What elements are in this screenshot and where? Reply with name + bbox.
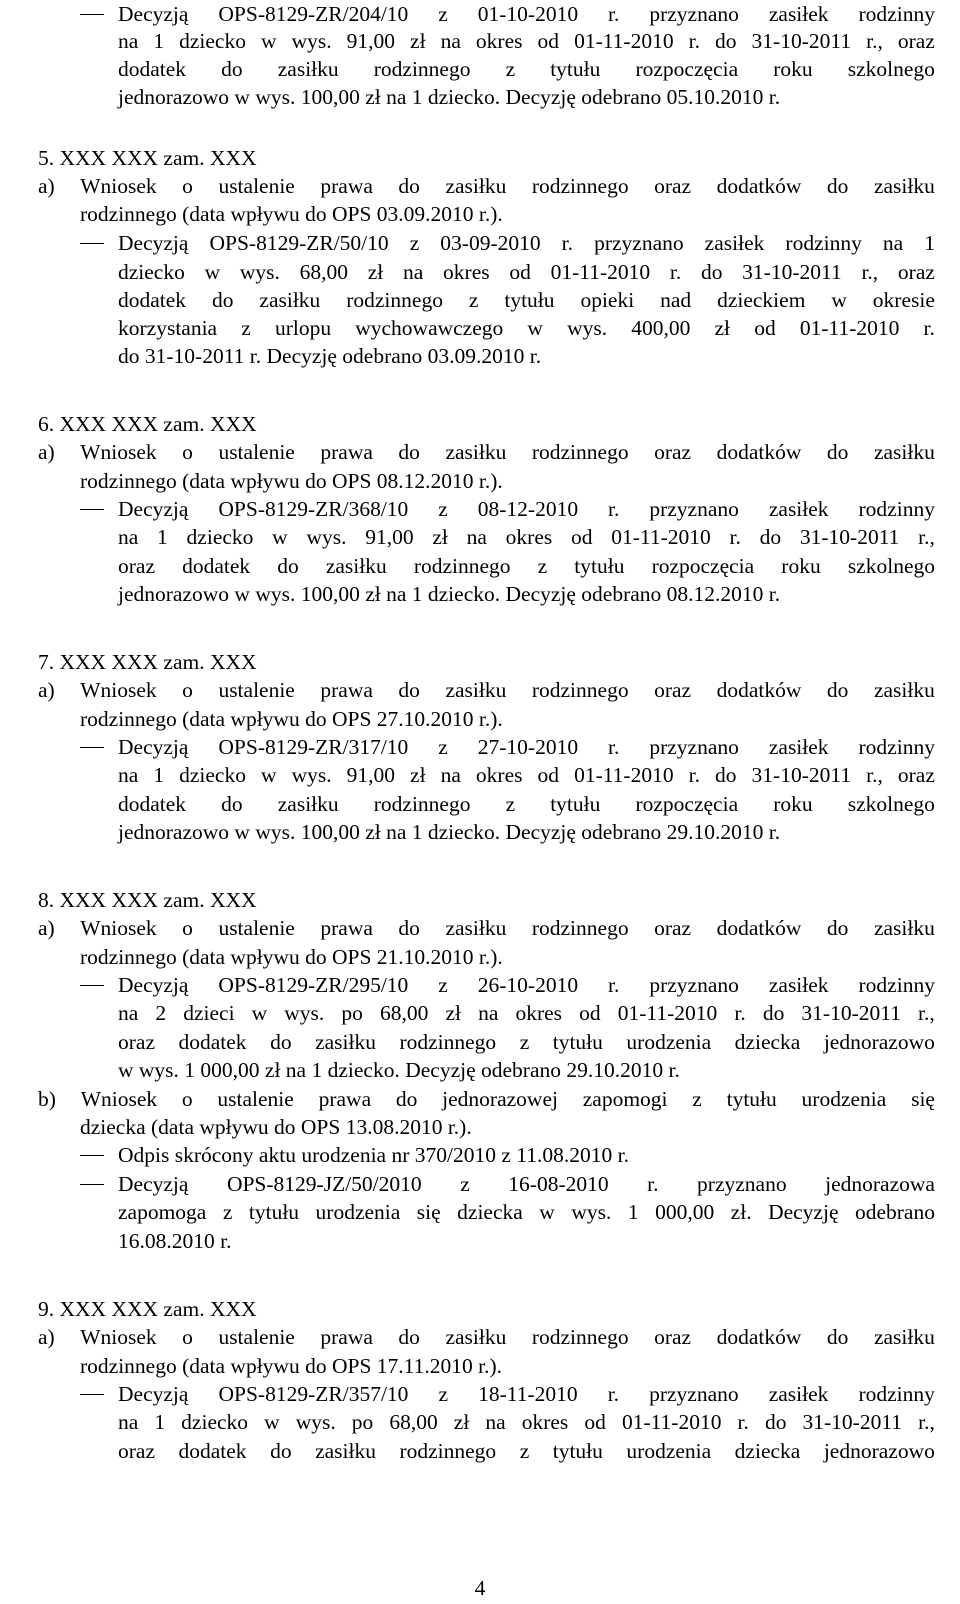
text-line: oraz dodatek do zasiłku rodzinnego z tytułu urodzenia dziecka jednorazowo — [118, 1439, 935, 1463]
text-line: dziecko w wys. 68,00 zł na okres od 01-11-2010 r. do 31-10-2011 r., oraz — [118, 260, 935, 284]
list-dash — [80, 509, 104, 510]
text-line: 7. XXX XXX zam. XXX — [38, 650, 257, 674]
text-line: do 31-10-2011 r. Decyzję odebrano 03.09.2010 r. — [118, 344, 542, 368]
text-line: a) Wniosek o ustalenie prawa do zasiłku rodzinnego oraz dodatków do zasiłku — [38, 174, 935, 198]
text-line: a) Wniosek o ustalenie prawa do zasiłku rodzinnego oraz dodatków do zasiłku — [38, 678, 935, 702]
page-number: 4 — [474, 1576, 486, 1600]
text-line: jednorazowo w wys. 100,00 zł na 1 dziecko. Decyzję odebrano 08.12.2010 r. — [118, 582, 781, 606]
list-dash — [80, 14, 104, 15]
list-dash — [80, 1155, 104, 1156]
text-line: 6. XXX XXX zam. XXX — [38, 412, 257, 436]
text-line: na 1 dziecko w wys. po 68,00 zł na okres od 01-11-2010 r. do 31-10-2011 r., — [118, 1410, 935, 1434]
text-line: rodzinnego (data wpływu do OPS 27.10.2010 r.). — [80, 707, 503, 731]
text-line: na 1 dziecko w wys. 91,00 zł na okres od 01-11-2010 r. do 31-10-2011 r., — [118, 525, 935, 549]
text-line: dodatek do zasiłku rodzinnego z tytułu rozpoczęcia roku szkolnego — [118, 792, 935, 816]
text-line: Decyzją OPS-8129-ZR/368/10 z 08-12-2010 r. przyznano zasiłek rodzinny — [118, 497, 935, 521]
list-dash — [80, 1394, 104, 1395]
text-line: na 1 dziecko w wys. 91,00 zł na okres od 01-11-2010 r. do 31-10-2011 r., oraz — [118, 29, 935, 53]
text-line: zapomoga z tytułu urodzenia się dziecka w wys. 1 000,00 zł. Decyzję odebrano — [118, 1200, 935, 1224]
text-line: Decyzją OPS-8129-ZR/204/10 z 01-10-2010 r. przyznano zasiłek rodzinny — [118, 2, 935, 26]
text-line: dodatek do zasiłku rodzinnego z tytułu rozpoczęcia roku szkolnego — [118, 57, 935, 81]
text-line: korzystania z urlopu wychowawczego w wys. 400,00 zł od 01-11-2010 r. — [118, 316, 935, 340]
text-line: Decyzją OPS-8129-ZR/317/10 z 27-10-2010 r. przyznano zasiłek rodzinny — [118, 735, 935, 759]
text-line: Decyzją OPS-8129-ZR/50/10 z 03-09-2010 r. przyznano zasiłek rodzinny na 1 — [118, 231, 935, 255]
text-line: dodatek do zasiłku rodzinnego z tytułu opieki nad dzieckiem w okresie — [118, 288, 935, 312]
text-line: rodzinnego (data wpływu do OPS 08.12.2010 r.). — [80, 469, 503, 493]
text-line: Decyzją OPS-8129-ZR/295/10 z 26-10-2010 r. przyznano zasiłek rodzinny — [118, 973, 935, 997]
text-line: 8. XXX XXX zam. XXX — [38, 888, 257, 912]
text-line: b) Wniosek o ustalenie prawa do jednorazowej zapomogi z tytułu urodzenia się — [38, 1087, 935, 1111]
text-line: rodzinnego (data wpływu do OPS 03.09.2010 r.). — [80, 202, 503, 226]
list-dash — [80, 985, 104, 986]
list-dash — [80, 243, 104, 244]
list-dash — [80, 1184, 104, 1185]
text-line: oraz dodatek do zasiłku rodzinnego z tytułu urodzenia dziecka jednorazowo — [118, 1030, 935, 1054]
text-line: dziecka (data wpływu do OPS 13.08.2010 r.). — [80, 1115, 472, 1139]
text-line: Decyzją OPS-8129-ZR/357/10 z 18-11-2010 r. przyznano zasiłek rodzinny — [118, 1382, 935, 1406]
text-line: na 1 dziecko w wys. 91,00 zł na okres od 01-11-2010 r. do 31-10-2011 r., oraz — [118, 763, 935, 787]
text-line: rodzinnego (data wpływu do OPS 21.10.2010 r.). — [80, 945, 503, 969]
text-line: oraz dodatek do zasiłku rodzinnego z tytułu rozpoczęcia roku szkolnego — [118, 554, 935, 578]
list-dash — [80, 747, 104, 748]
text-line: 9. XXX XXX zam. XXX — [38, 1297, 257, 1321]
text-line: a) Wniosek o ustalenie prawa do zasiłku rodzinnego oraz dodatków do zasiłku — [38, 1325, 935, 1349]
text-line: w wys. 1 000,00 zł na 1 dziecko. Decyzję odebrano 29.10.2010 r. — [118, 1058, 680, 1082]
text-line: a) Wniosek o ustalenie prawa do zasiłku rodzinnego oraz dodatków do zasiłku — [38, 916, 935, 940]
text-line: Decyzją OPS-8129-JZ/50/2010 z 16-08-2010 r. przyznano jednorazowa — [118, 1172, 935, 1196]
text-line: 5. XXX XXX zam. XXX — [38, 146, 257, 170]
text-line: rodzinnego (data wpływu do OPS 17.11.2010 r.). — [80, 1354, 502, 1378]
text-line: jednorazowo w wys. 100,00 zł na 1 dziecko. Decyzję odebrano 29.10.2010 r. — [118, 820, 781, 844]
text-line: na 2 dzieci w wys. po 68,00 zł na okres od 01-11-2010 r. do 31-10-2011 r., — [118, 1001, 935, 1025]
text-line: 16.08.2010 r. — [118, 1229, 232, 1253]
text-line: jednorazowo w wys. 100,00 zł na 1 dziecko. Decyzję odebrano 05.10.2010 r. — [118, 85, 781, 109]
text-line: a) Wniosek o ustalenie prawa do zasiłku rodzinnego oraz dodatków do zasiłku — [38, 440, 935, 464]
text-line: Odpis skrócony aktu urodzenia nr 370/2010 z 11.08.2010 r. — [118, 1143, 629, 1167]
